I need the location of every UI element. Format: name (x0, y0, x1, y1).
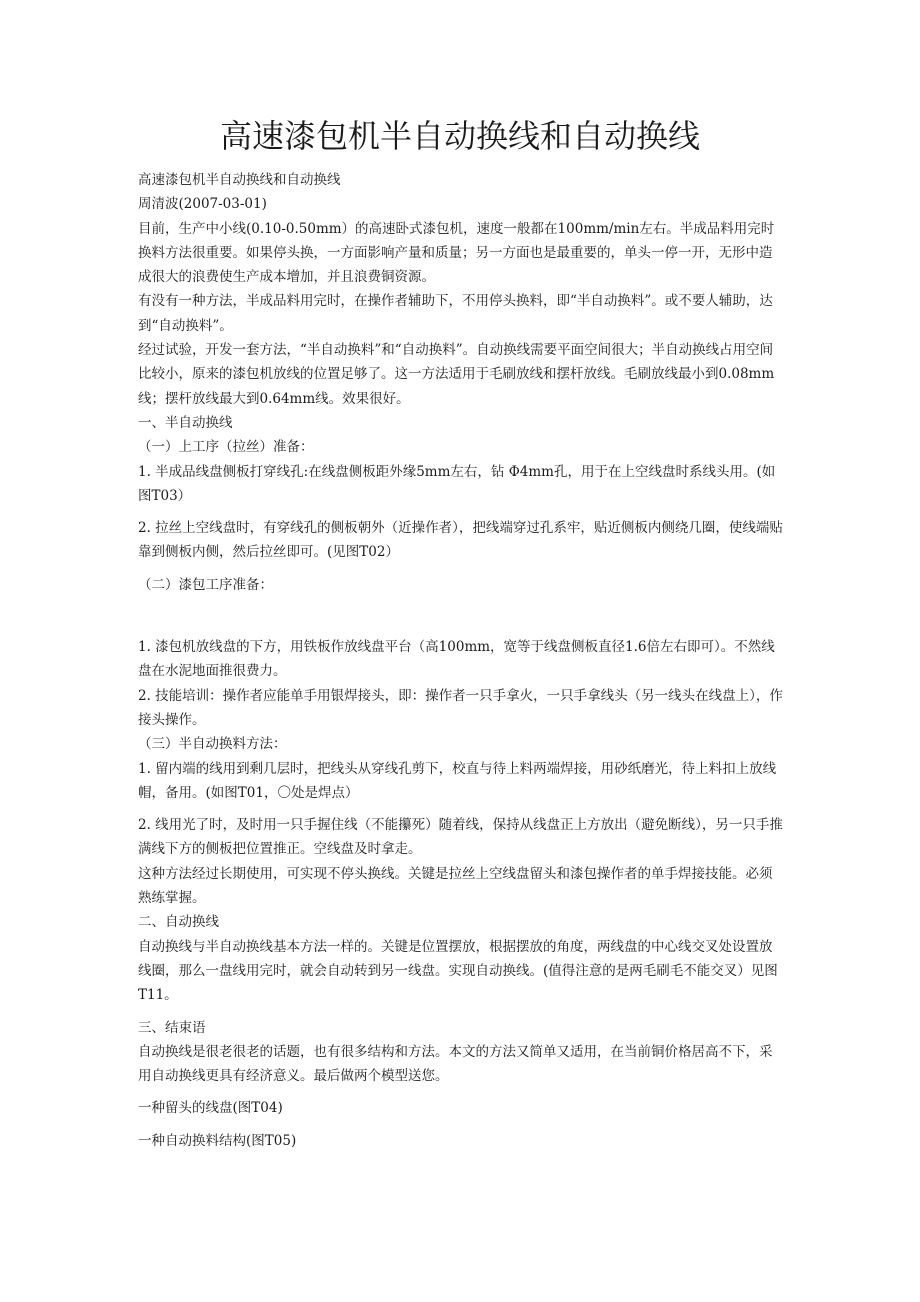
conclusion-paragraph: 自动换线是很老很老的话题，也有很多结构和方法。本文的方法又简单又适用，在当前铜价格居高不下，采用自动换线更具有经济意义。最后做两个模型送您。 (138, 1043, 773, 1085)
section-heading-3: 三、结束语 (138, 1019, 206, 1036)
subsection-heading-3: （三）半自动换料方法： (138, 736, 287, 753)
document-body (138, 168, 784, 1153)
question-paragraph: 有没有一种方法，半成品料用完时，在操作者辅助下，不用停头换料，即“半自动换料”。或不要人辅助，达到“自动换料”。 (138, 293, 773, 334)
intro-paragraph: 目前，生产中小线(0.10-0.50mm）的高速卧式漆包机，速度一般都在100mm/min左右。半成品料用完时换料方法很重要。如果停头换，一方面影响产量和质量；另一方面也是最重要的，单头一停一开，无形中造成很大的浪费使生产成本增加，并且浪费铜资源。 (138, 220, 775, 286)
experiment-paragraph: 经过试验，开发一套方法，“半自动换料”和“自动换料”。自动换线需要平面空间很大；半自动换线占用空间比较小，原来的漆包机放线的位置足够了。这一方法适用于毛刷放线和摆杆放线。毛刷放线最小到0.08mm线；摆杆放线最大到0.64mm线。效果很好。 (138, 342, 775, 407)
document-title: 高速漆包机半自动换线和自动换线 (219, 117, 700, 155)
auto-change-paragraph: 自动换线与半自动换线基本方法一样的。关键是位置摆放，根据摆放的角度，两线盘的中心线交叉处设置放线圈，那么一盘线用完时，就会自动转到另一线盘。实现自动换线。(值得注意的是两毛刷毛不能交叉）见图T11。 (138, 938, 778, 1004)
list-item: 2. 技能培训：操作者应能单手用银焊接头，即：操作者一只手拿火，一只手拿线头（另一线头在线盘上），作接头操作。 (138, 687, 783, 728)
subtitle: 高速漆包机半自动换线和自动换线 (138, 172, 341, 188)
subsection-heading-1: （一）上工序（拉丝）准备： (138, 439, 314, 456)
list-item: 1. 半成品线盘侧板打穿线孔:在线盘侧板距外缘5mm左右，钻 Φ4mm孔，用于在上空线盘时系线头用。(如图T03） (138, 463, 776, 504)
section-heading-2: 二、自动换线 (138, 914, 219, 931)
figure-caption-t05: 一种自动换料结构(图T05) (138, 1132, 297, 1149)
list-item: 2. 拉丝上空线盘时，有穿线孔的侧板朝外（近操作者），把线端穿过孔系牢，贴近侧板内侧绕几圈，使线端贴靠到侧板内侧，然后拉丝即可。(见图T02） (138, 520, 783, 561)
author-line: 周清波(2007-03-01) (138, 196, 267, 213)
figure-caption-t04: 一种留头的线盘(图T04) (138, 1100, 283, 1117)
section-heading-1: 一、半自动换线 (138, 414, 233, 431)
subsection-heading-2: （二）漆包工序准备： (138, 576, 273, 593)
summary-paragraph: 这种方法经过长期使用，可实现不停头换线。关键是拉丝上空线盘留头和漆包操作者的单手焊接技能。必须熟练掌握。 (138, 865, 773, 907)
list-item: 1. 漆包机放线盘的下方，用铁板作放线盘平台（高100mm，宽等于线盘侧板直径1.6倍左右即可）。不然线盘在水泥地面推很费力。 (138, 639, 775, 680)
list-item: 2. 线用光了时，及时用一只手握住线（不能攥死）随着线，保持从线盘正上方放出（避免断线），另一只手推满线下方的侧板把位置推正。空线盘及时拿走。 (138, 817, 783, 858)
list-item: 1. 留内端的线用到剩几层时，把线头从穿线孔剪下，校直与待上料两端焊接，用砂纸磨光，待上料扣上放线帽，备用。(如图T01，〇处是焊点） (138, 760, 777, 801)
